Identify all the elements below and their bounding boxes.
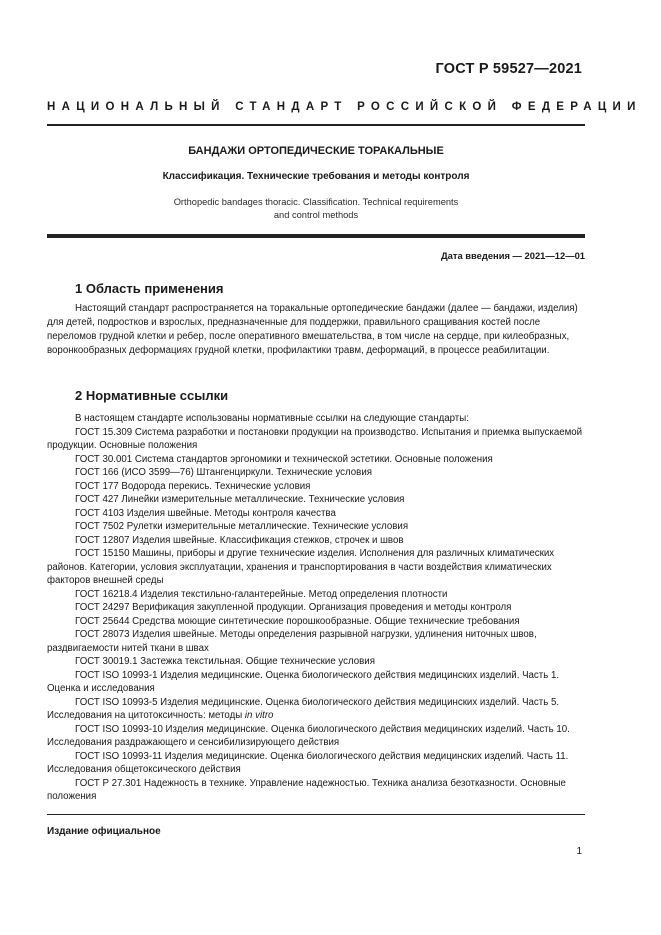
list-item: ГОСТ 24297 Верификация закупленной продукции. Организация проведения и методы контроля xyxy=(75,602,512,613)
english-title xyxy=(150,196,482,222)
in-vitro-term: in vitro xyxy=(244,710,274,721)
section-1-text: Настоящий стандарт распространяется на торакальные ортопедические бандажи (далее — бандажи, изделия) для детей, подростков и взрослых, предназначенные для поддержки, правильного сращивания костей после переломов грудной клетки и ребер, после оперативного вмешательства, в том числе на сердце, при килеобразных, воронкообразных деформациях грудной клетки, профилактики травм, деформаций, в процессе реабилитации. xyxy=(47,303,578,357)
list-item: ГОСТ 16218.4 Изделия текстильно-галантерейные. Метод определения плотности xyxy=(75,588,448,600)
top-divider xyxy=(47,124,585,126)
list-item: ГОСТ 12807 Изделия швейные. Классификация стежков, строчек и швов xyxy=(75,534,404,546)
section-2-heading: 2 Нормативные ссылки xyxy=(75,388,229,403)
section-1-heading: 1 Область применения xyxy=(75,281,224,296)
list-item: ГОСТ ISO 10993-10 Изделия медицинские. Оценка биологического действия медицинских изделий. Часть 10. Исследования раздражающего и сенсибилизирующего действия xyxy=(47,723,570,748)
list-item: ГОСТ ISO 10993-11 Изделия медицинские. Оценка биологического действия медицинских изделий. Часть 11. Исследования общетоксического действия xyxy=(47,750,569,775)
list-item: ГОСТ ISO 10993-1 Изделия медицинские. Оценка биологического действия медицинских изделий. Часть 1. Оценка и исследования xyxy=(47,669,560,694)
english-title-line-2: and control methods xyxy=(273,210,359,220)
list-item: ГОСТ Р 27.301 Надежность в технике. Управление надежностью. Техника анализа безотказности. Основные положения xyxy=(47,777,566,802)
section-1-body xyxy=(47,302,585,358)
list-item: ГОСТ 7502 Рулетки измерительные металлические. Технические условия xyxy=(75,521,409,532)
introduction-date: Дата введения — 2021—12—01 xyxy=(440,250,585,261)
list-item: ГОСТ 4103 Изделия швейные. Методы контроля качества xyxy=(75,507,336,519)
official-edition-label: Издание официальное xyxy=(47,826,161,837)
document-title: БАНДАЖИ ОРТОПЕДИЧЕСКИЕ ТОРАКАЛЬНЫЕ xyxy=(188,145,444,157)
list-item: ГОСТ 427 Линейки измерительные металлические. Технические условия xyxy=(75,494,405,505)
title-divider xyxy=(47,234,585,238)
list-item: ГОСТ 15150 Машины, приборы и другие технические изделия. Исполнения для различных климатических районов. Категории, условия эксплуатации, хранения и транспортирования в части воздействия климатических факторов внешней среды xyxy=(47,548,555,586)
list-item: ГОСТ 15.309 Система разработки и постановки продукции на производство. Испытания и приемка выпускаемой продукции. Основные положения xyxy=(47,426,583,451)
list-intro: В настоящем стандарте использованы нормативные ссылки на следующие стандарты: xyxy=(75,413,469,424)
page-number: 1 xyxy=(576,846,582,857)
list-item: ГОСТ ISO 10993-5 Изделия медицинские. Оценка биологического действия медицинских изделий. Часть 5. Исследования на цитотоксичность: методы in vitro xyxy=(47,696,560,721)
english-title-line-1: Orthopedic bandages thoracic. Classification. Technical requirements xyxy=(173,197,459,207)
document-subtitle: Классификация. Технические требования и методы контроля xyxy=(162,171,470,182)
national-standard-caption: НАЦИОНАЛЬНЫЙ СТАНДАРТ РОССИЙСКОЙ ФЕДЕРАЦИИ xyxy=(47,101,642,113)
standard-number: ГОСТ Р 59527—2021 xyxy=(435,61,582,77)
normative-references-list xyxy=(47,412,585,804)
list-item: ГОСТ 177 Водорода перекись. Технические условия xyxy=(75,480,311,492)
list-item: ГОСТ 30.001 Система стандартов эргономики и технической эстетики. Основные положения xyxy=(75,453,493,465)
footer-divider xyxy=(47,814,585,815)
list-item: ГОСТ 30019.1 Застежка текстильная. Общие технические условия xyxy=(75,656,375,667)
list-item: ГОСТ 166 (ИСО 3599—76) Штангенциркули. Технические условия xyxy=(75,467,372,478)
list-item: ГОСТ 25644 Средства моющие синтетические порошкообразные. Общие технические требования xyxy=(75,615,520,627)
list-item: ГОСТ 28073 Изделия швейные. Методы определения разрывной нагрузки, удлинения ниточных швов, раздвигаемости нитей ткани в швах xyxy=(47,629,537,654)
